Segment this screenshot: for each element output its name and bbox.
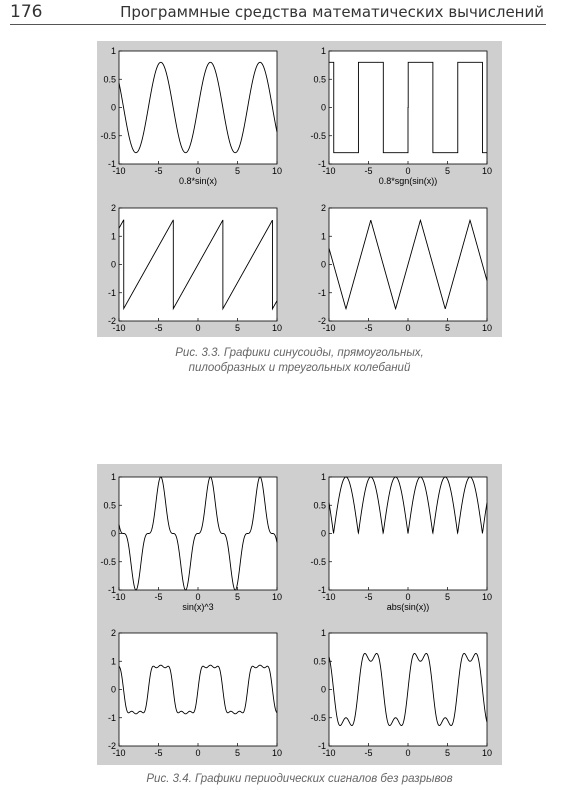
x-tick-label: -10	[322, 592, 336, 602]
figure-3-3	[97, 41, 502, 337]
x-tick-label: -10	[112, 748, 126, 758]
x-tick-label: 10	[271, 748, 283, 758]
x-tick-label: 0	[195, 592, 201, 602]
y-tick-label: -1	[107, 712, 116, 723]
x-tick-label: 10	[481, 166, 493, 176]
chart-7	[108, 628, 282, 758]
y-tick-label: 0.5	[313, 500, 326, 511]
chart-4	[318, 203, 492, 333]
y-tick-label: 1	[320, 231, 326, 242]
x-tick-label: -5	[154, 592, 163, 602]
x-tick-label: 10	[481, 748, 493, 758]
caption-line: пилообразных и треугольных колебаний	[188, 362, 411, 374]
figure-3-4-plots	[97, 464, 502, 765]
figure-3-3-plots	[97, 41, 502, 337]
y-tick-label: 0.5	[313, 656, 326, 667]
x-tick-label: 5	[234, 166, 241, 176]
chart-5	[100, 472, 282, 612]
x-tick-label: 0	[195, 748, 201, 758]
chart-3	[108, 203, 282, 333]
y-tick-label: 1	[110, 472, 116, 482]
y-tick-label: -0.5	[310, 130, 326, 141]
x-tick-label: -10	[112, 592, 126, 602]
x-tick-label: -10	[112, 166, 126, 176]
x-tick-label: -10	[112, 323, 126, 333]
x-tick-label: 5	[444, 592, 451, 602]
chart-8	[310, 628, 492, 758]
x-axis-label: abs(sin(x))	[386, 602, 430, 612]
x-axis-label: 0.8*sin(x)	[178, 176, 218, 186]
x-axis-label: 0.8*sgn(sin(x))	[378, 176, 438, 186]
x-tick-label: 5	[444, 166, 451, 176]
y-tick-label: 0	[110, 259, 116, 270]
y-tick-label: 2	[110, 628, 116, 638]
x-tick-label: 0	[195, 166, 201, 176]
x-tick-label: 5	[234, 592, 241, 602]
x-tick-label: 10	[271, 592, 283, 602]
y-tick-label: 0	[320, 528, 326, 539]
y-tick-label: 1	[110, 656, 116, 667]
y-tick-label: 0	[320, 684, 326, 695]
y-tick-label: 1	[110, 46, 116, 56]
y-tick-label: 1	[110, 231, 116, 242]
y-tick-label: -0.5	[100, 130, 116, 141]
figure-3-3-caption	[97, 346, 502, 376]
y-tick-label: -0.5	[310, 712, 326, 723]
y-tick-label: -1	[107, 585, 116, 595]
header-rule	[10, 24, 546, 25]
y-tick-label: -1	[107, 287, 116, 298]
y-tick-label: 2	[320, 203, 326, 213]
x-tick-label: 0	[405, 166, 411, 176]
figure-3-4-caption	[97, 772, 502, 787]
figure-3-4	[97, 464, 502, 765]
caption-line: Рис. 3.4. Графики периодических сигналов без разрывов	[146, 773, 453, 785]
x-tick-label: -5	[364, 592, 373, 602]
y-tick-label: 1	[320, 472, 326, 482]
x-tick-label: -5	[154, 323, 163, 333]
y-tick-label: -1	[317, 585, 326, 595]
y-tick-label: 0.5	[103, 74, 116, 85]
x-tick-label: 0	[405, 748, 411, 758]
x-tick-label: 10	[271, 323, 283, 333]
running-head: Программные средства математических вычислений	[120, 3, 544, 21]
y-tick-label: 1	[320, 46, 326, 56]
x-tick-label: -10	[322, 166, 336, 176]
x-tick-label: 10	[481, 592, 493, 602]
y-tick-label: 0	[110, 528, 116, 539]
y-tick-label: -2	[107, 741, 116, 751]
caption-line: Рис. 3.3. Графики синусоиды, прямоугольных,	[175, 347, 424, 359]
x-tick-label: 5	[444, 323, 451, 333]
x-tick-label: 0	[405, 592, 411, 602]
chart-6	[310, 472, 492, 612]
x-tick-label: 5	[444, 748, 451, 758]
y-tick-label: 1	[320, 628, 326, 638]
y-tick-label: -0.5	[100, 556, 116, 567]
x-tick-label: 10	[481, 323, 493, 333]
y-tick-label: -1	[317, 287, 326, 298]
x-tick-label: 0	[195, 323, 201, 333]
y-tick-label: 0	[110, 684, 116, 695]
y-tick-label: 0	[320, 259, 326, 270]
x-tick-label: -5	[154, 166, 163, 176]
y-tick-label: -1	[107, 159, 116, 169]
y-tick-label: -2	[107, 316, 116, 326]
x-tick-label: 5	[234, 323, 241, 333]
y-tick-label: -2	[317, 316, 326, 326]
x-tick-label: -5	[364, 166, 373, 176]
y-tick-label: -1	[317, 741, 326, 751]
x-tick-label: -10	[322, 323, 336, 333]
y-tick-label: 0	[110, 102, 116, 113]
x-tick-label: -5	[154, 748, 163, 758]
x-tick-label: -5	[364, 748, 373, 758]
y-tick-label: 2	[110, 203, 116, 213]
x-tick-label: -10	[322, 748, 336, 758]
chart-2	[310, 46, 492, 186]
chart-1	[100, 46, 282, 186]
x-tick-label: 5	[234, 748, 241, 758]
y-tick-label: -0.5	[310, 556, 326, 567]
y-tick-label: 0	[320, 102, 326, 113]
x-tick-label: -5	[364, 323, 373, 333]
x-tick-label: 10	[271, 166, 283, 176]
page-number: 176	[10, 2, 43, 22]
y-tick-label: 0.5	[103, 500, 116, 511]
y-tick-label: -1	[317, 159, 326, 169]
x-axis-label: sin(x)^3	[182, 602, 214, 612]
y-tick-label: 0.5	[313, 74, 326, 85]
x-tick-label: 0	[405, 323, 411, 333]
